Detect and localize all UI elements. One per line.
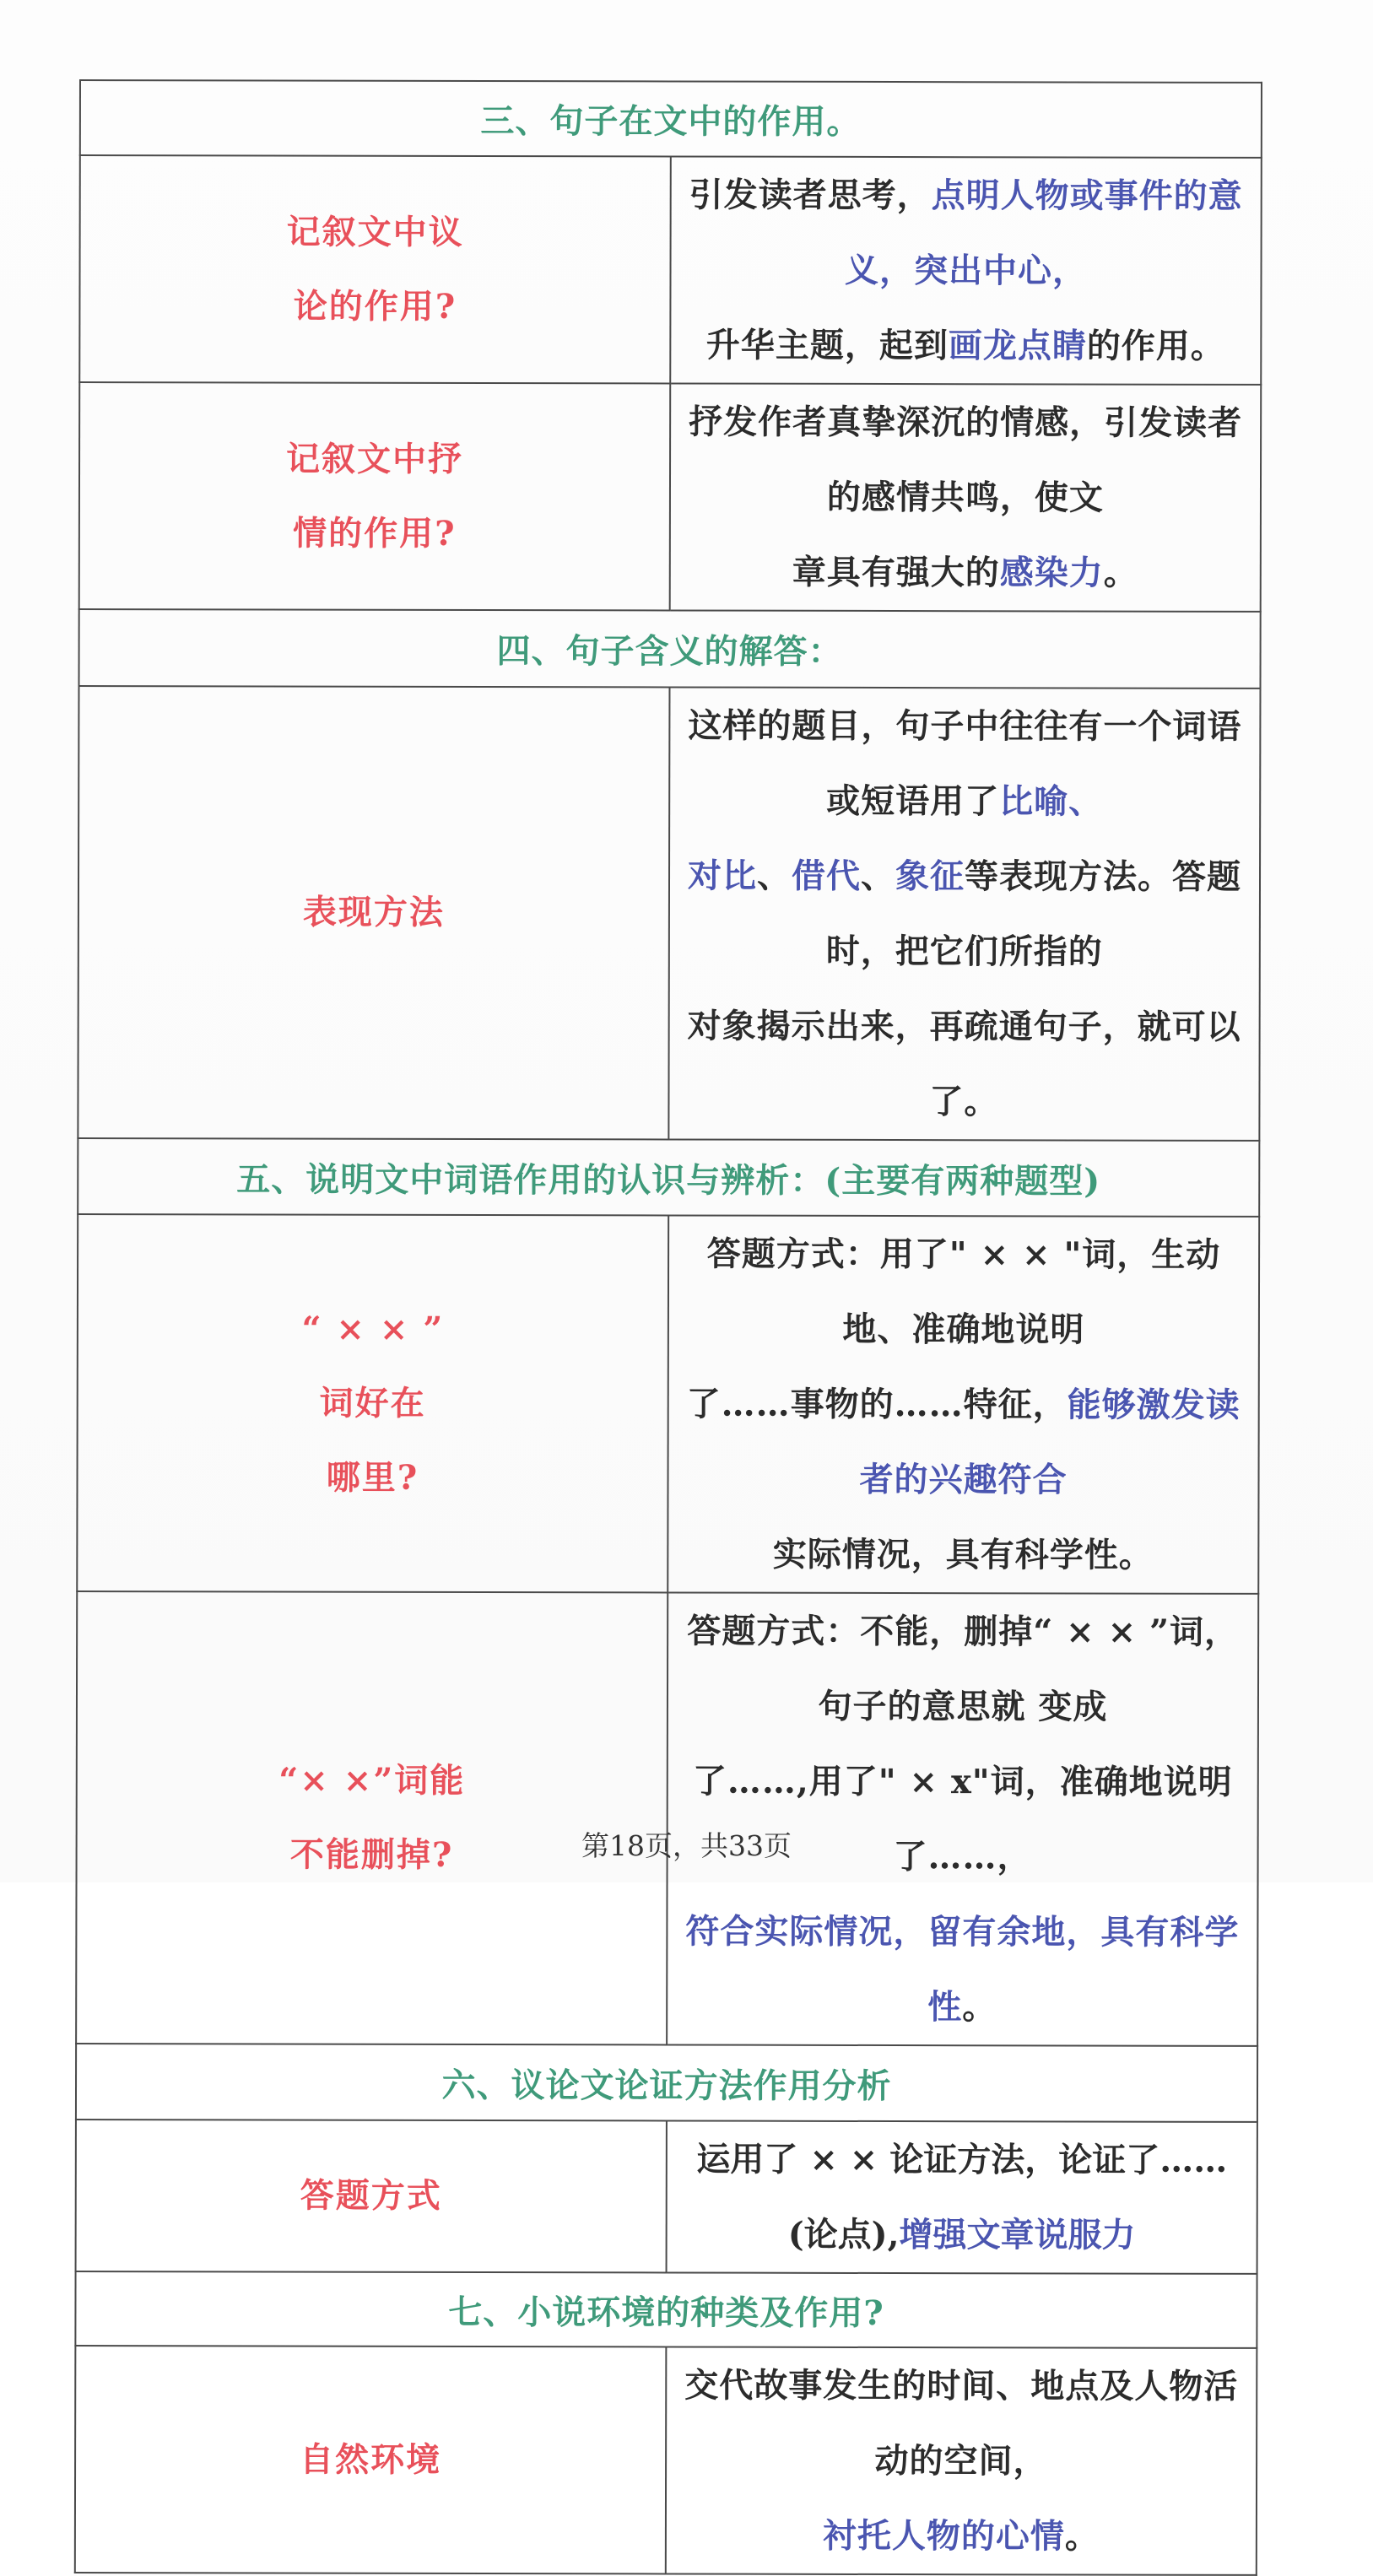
row-label: “× ×”词能 不能删掉? xyxy=(278,1760,466,1875)
row-content: 引发读者思考，点明人物或事件的意义，突出中心， 升华主题，起到画龙点睛的作用。 xyxy=(689,175,1243,366)
section-header-6 xyxy=(76,2044,1257,2122)
section-header-7 xyxy=(75,2271,1257,2348)
row-content: 这样的题目，句子中往往有一个词语或短语用了比喻、 对比、借代、象征等表现方法。答题时，把它们所指的 对象揭示出来，再疏通句子，就可以了。 xyxy=(687,705,1242,1122)
row-content-cell xyxy=(668,687,1260,1140)
row-label-cell xyxy=(79,155,671,383)
row-label-cell xyxy=(75,2346,667,2573)
row-content-cell xyxy=(668,1215,1259,1593)
table-row xyxy=(79,382,1262,612)
section-header-4 xyxy=(78,609,1260,689)
row-content: 交代故事发生的时间、地点及人物活动的空间， 衬托人物的心情。 xyxy=(684,2365,1239,2557)
row-content: 答题方式：用了" × × "词，生动地、准确地说明 了……事物的……特征，能够激发读者的兴趣符合 实际情况，具有科学性。 xyxy=(686,1234,1241,1575)
table-row xyxy=(77,1214,1259,1594)
section-header-3 xyxy=(80,80,1262,158)
row-label-cell xyxy=(79,382,671,610)
row-content: 抒发作者真挚深沉的情感，引发读者的感情共鸣，使文 章具有强大的感染力。 xyxy=(689,402,1243,593)
row-content-cell xyxy=(667,2120,1257,2273)
section-title: 六、议论文论证方法作用分析 xyxy=(441,2065,892,2106)
row-label: “ × × ” 词好在 哪里? xyxy=(301,1309,445,1498)
row-label-cell xyxy=(76,1591,668,2044)
section-title: 三、句子在文中的作用。 xyxy=(480,100,862,142)
section-header-5 xyxy=(78,1138,1259,1217)
row-label-cell xyxy=(78,686,669,1139)
knowledge-table xyxy=(74,79,1262,2576)
row-label: 记叙文中议 论的作用? xyxy=(286,212,464,327)
section-title: 四、句子含义的解答： xyxy=(496,631,843,672)
row-label: 记叙文中抒 情的作用? xyxy=(286,439,464,554)
section-title: 七、小说环境的种类及作用? xyxy=(448,2292,884,2333)
page-indicator: 第18页，共33页 xyxy=(581,1829,792,1862)
row-content: 运用了 × × 论证方法，论证了……(论点),增强文章说服力 xyxy=(696,2139,1228,2255)
row-content-cell xyxy=(670,156,1262,384)
section-title: 五、说明文中词语作用的认识与辨析：(主要有两种题型) xyxy=(236,1158,1101,1202)
row-content-cell xyxy=(670,383,1262,611)
table-row xyxy=(76,2120,1257,2274)
row-label-cell xyxy=(77,1214,668,1592)
table-row xyxy=(79,155,1262,385)
row-content: 答题方式：不能，删掉“ × × ”词，句子的意思就 变成 了……,用了" × x"词，准确地说明了……， 符合实际情况，留有余地，具有科学性。 xyxy=(685,1611,1240,2028)
row-label: 答题方式 xyxy=(300,2175,442,2216)
row-label: 自然环境 xyxy=(300,2439,442,2480)
row-label: 表现方法 xyxy=(302,892,445,932)
row-label-cell xyxy=(76,2120,667,2272)
row-content-cell xyxy=(667,1592,1258,2045)
table-row xyxy=(76,1591,1258,2046)
table-row xyxy=(78,686,1260,1141)
table-row xyxy=(75,2346,1257,2575)
row-content-cell xyxy=(666,2346,1257,2574)
